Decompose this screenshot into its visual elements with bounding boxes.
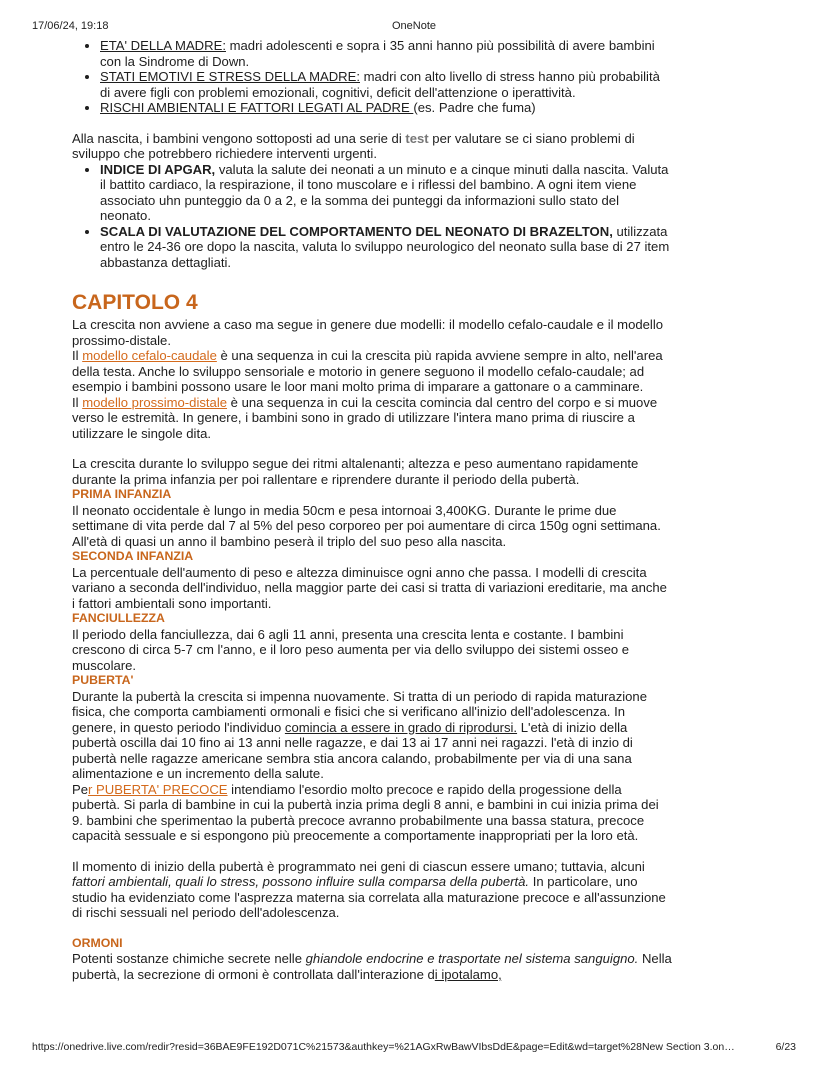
prima-infanzia-text: Il neonato occidentale è lungo in media 50cm e pesa intornoai 3,400KG. Durante le prime due settimane di vita perde dal 7 al 5% del peso corporeo per poi aumentare di circa 150g ogni settimana. All'età di quasi un anno il bambino peserà il triplo del suo peso alla nascita. bbox=[72, 502, 661, 549]
test-label: SCALA DI VALUTAZIONE DEL COMPORTAMENTO DEL NEONATO DI BRAZELTON, bbox=[100, 223, 613, 239]
puberta-text: Durante la pubertà la crescita si impenna nuovamente. Si tratta di un periodo di rapida maturazione fisica, che comporta cambiamenti ormonali e fisici che si verificano all'inizio dell'adolescenza. In genere, in questo periodo l'individuo comincia a essere in grado di riprodursi. L'età di inizio della pubertà oscilla dai 10 fino ai 13 anni nelle ragazze, e dai 13 ai 17 anni nei ragazzi. l'età di inzio di pubertà nelle ragazze americane sembra stia ancora calando, probabilmente per via di una sana alimentazione e un incremento della salute. bbox=[72, 688, 647, 781]
list-item bbox=[100, 162, 672, 224]
list-item bbox=[100, 224, 672, 271]
fanciullezza-text: Il periodo della fanciullezza, dai 6 agli 11 anni, presenta una crescita lenta e costante. I bambini crescono di circa 5-7 cm l'anno, e il loro peso aumenta per via dello sviluppo dei sistemi osseo e muscolare. bbox=[72, 626, 630, 673]
seconda-infanzia-text: La percentuale dell'aumento di peso e altezza diminuisce ogni anno che passa. I modelli di crescita variano a seconda dell'individuo, nella maggior parte dei casi si tratta di variazioni ereditarie, ma anche i fattori ambientali sono importanti. bbox=[72, 564, 667, 611]
puberty-onset-paragraph: Il momento di inizio della pubertà è programmato nei geni di ciascun essere umano; tuttavia, alcuni fattori ambientali, quali lo stress, possono influire sulla comparsa della pubertà. In particolare, uno studio ha evidenziato come l'asprezza materna sia correlata alla maturazione precoce e all'assunzione di rischi sessuali nel periodo dell'adolescenza. bbox=[72, 858, 666, 920]
birth-intro: Alla nascita, i bambini vengono sottoposti ad una serie di test per valutare se ci siano problemi di sviluppo che potrebbero richiedere interventi urgenti. bbox=[72, 130, 635, 161]
list-item bbox=[100, 38, 672, 69]
section-title: PUBERTA' bbox=[72, 673, 134, 687]
risk-text: (es. Padre che fuma) bbox=[413, 100, 536, 115]
cefalo-caudale-link[interactable]: modello cefalo-caudale bbox=[82, 348, 217, 363]
growth-rhythm-paragraph: La crescita durante lo sviluppo segue dei ritmi altalenanti; altezza e peso aumentano rapidamente durante la prima infanzia per poi rallentare e riprendere durante il periodo della pubertà. bbox=[72, 456, 639, 487]
section-title: SECONDA INFANZIA bbox=[72, 549, 194, 563]
chapter-intro: La crescita non avviene a caso ma segue in genere due modelli: il modello cefalo-caudale e il modello prossimo-distale. bbox=[72, 317, 664, 348]
list-item bbox=[100, 69, 672, 100]
puberta-precoce-paragraph: Per PUBERTA' PRECOCE intendiamo l'esordio molto precoce e rapido della progessione della pubertà. Si parla di bambine in cui la pubertà inzia prima degli 8 anni, e bambini in cui inizia prima dei 9. bambini che sperimentao la pubertà precoce avranno probabilmente una bassa statura, precoce capacità sessuale e si espongono più preocemente a comportamente inappropriati per la loro età. bbox=[72, 781, 659, 843]
prossimo-paragraph: Il modello prossimo-distale è una sequenza in cui la cescita comincia dal centro del corpo e si muove verso le estremità. In genere, i bambini sono in grado di utilizzare l'intera mano prima di riuscire a utilizzare le singole dita. bbox=[72, 394, 658, 441]
risk-label: STATI EMOTIVI E STRESS DELLA MADRE: bbox=[100, 69, 360, 84]
risk-list bbox=[72, 38, 672, 116]
test-text: utilizzata entro le 24-36 ore dopo la nascita, valuta lo sviluppo neurologico del neonato sulla base di 27 item abbastanza dettagliati. bbox=[100, 223, 670, 270]
section-title: PRIMA INFANZIA bbox=[72, 487, 172, 501]
test-label: INDICE DI APGAR, bbox=[100, 161, 216, 177]
risk-label: ETA' DELLA MADRE: bbox=[100, 38, 226, 53]
section-title: FANCIULLEZZA bbox=[72, 611, 165, 625]
test-list bbox=[72, 162, 672, 271]
risk-label: RISCHI AMBIENTALI E FATTORI LEGATI AL PADRE bbox=[100, 100, 414, 115]
footer-url[interactable]: https://onedrive.live.com/redir?resid=36BAE9FE192D071C%21573&authkey=%21AGxRwBawVIbsDdE&page=Edit&wd=target%28New Section 3.on… bbox=[32, 1041, 735, 1053]
risk-text: madri adolescenti e sopra i 35 anni hanno più possibilità di avere bambini con la Sindrome di Down. bbox=[100, 38, 655, 69]
chapter-title: CAPITOLO 4 bbox=[72, 291, 198, 314]
ormoni-text: Potenti sostanze chimiche secrete nelle ghiandole endocrine e trasportate nel sistema sanguigno. Nella pubertà, la secrezione di ormoni è controllata dall'interazione di ipotalamo, bbox=[72, 951, 672, 982]
underlined-phrase: comincia a essere in grado di riprodursi. bbox=[284, 719, 518, 735]
risk-text: madri con alto livello di stress hanno più probabilità di avere figli con problemi emozionali, cognitivi, deficit dell'attenzione o iperattività. bbox=[100, 69, 660, 100]
print-datetime: 17/06/24, 19:18 bbox=[32, 20, 109, 32]
list-item bbox=[100, 100, 672, 116]
puberta-precoce-link[interactable]: r PUBERTA' PRECOCE bbox=[88, 781, 228, 797]
section-title: ORMONI bbox=[72, 935, 123, 950]
print-title: OneNote bbox=[391, 20, 437, 32]
test-text: valuta la salute dei neonati a un minuto e a cinque minuti dalla nascita. Valuta il battito cardiaco, la respirazione, il tono muscolare e i riflessi del bambino. A ogni item viene associato uhn punteggio da 0 a 2, e la somma dei punteggi da informazioni sullo stato del neonato. bbox=[100, 161, 669, 223]
prossimo-distale-link[interactable]: modello prossimo-distale bbox=[82, 394, 228, 410]
note-content bbox=[72, 38, 672, 982]
print-header bbox=[0, 20, 828, 34]
page-number: 6/23 bbox=[775, 1041, 796, 1053]
cefalo-paragraph: Il modello cefalo-caudale è una sequenza in cui la crescita più rapida avviene sempre in alto, nell'area della testa. Anche lo sviluppo sensoriale e motorio in genere seguono il modello cefalo-caudale; ad esempio i bambini possono usare le loor mani molto prima di imparare a gattonare o a camminare. bbox=[72, 348, 663, 394]
keyword-test: test bbox=[405, 130, 429, 146]
